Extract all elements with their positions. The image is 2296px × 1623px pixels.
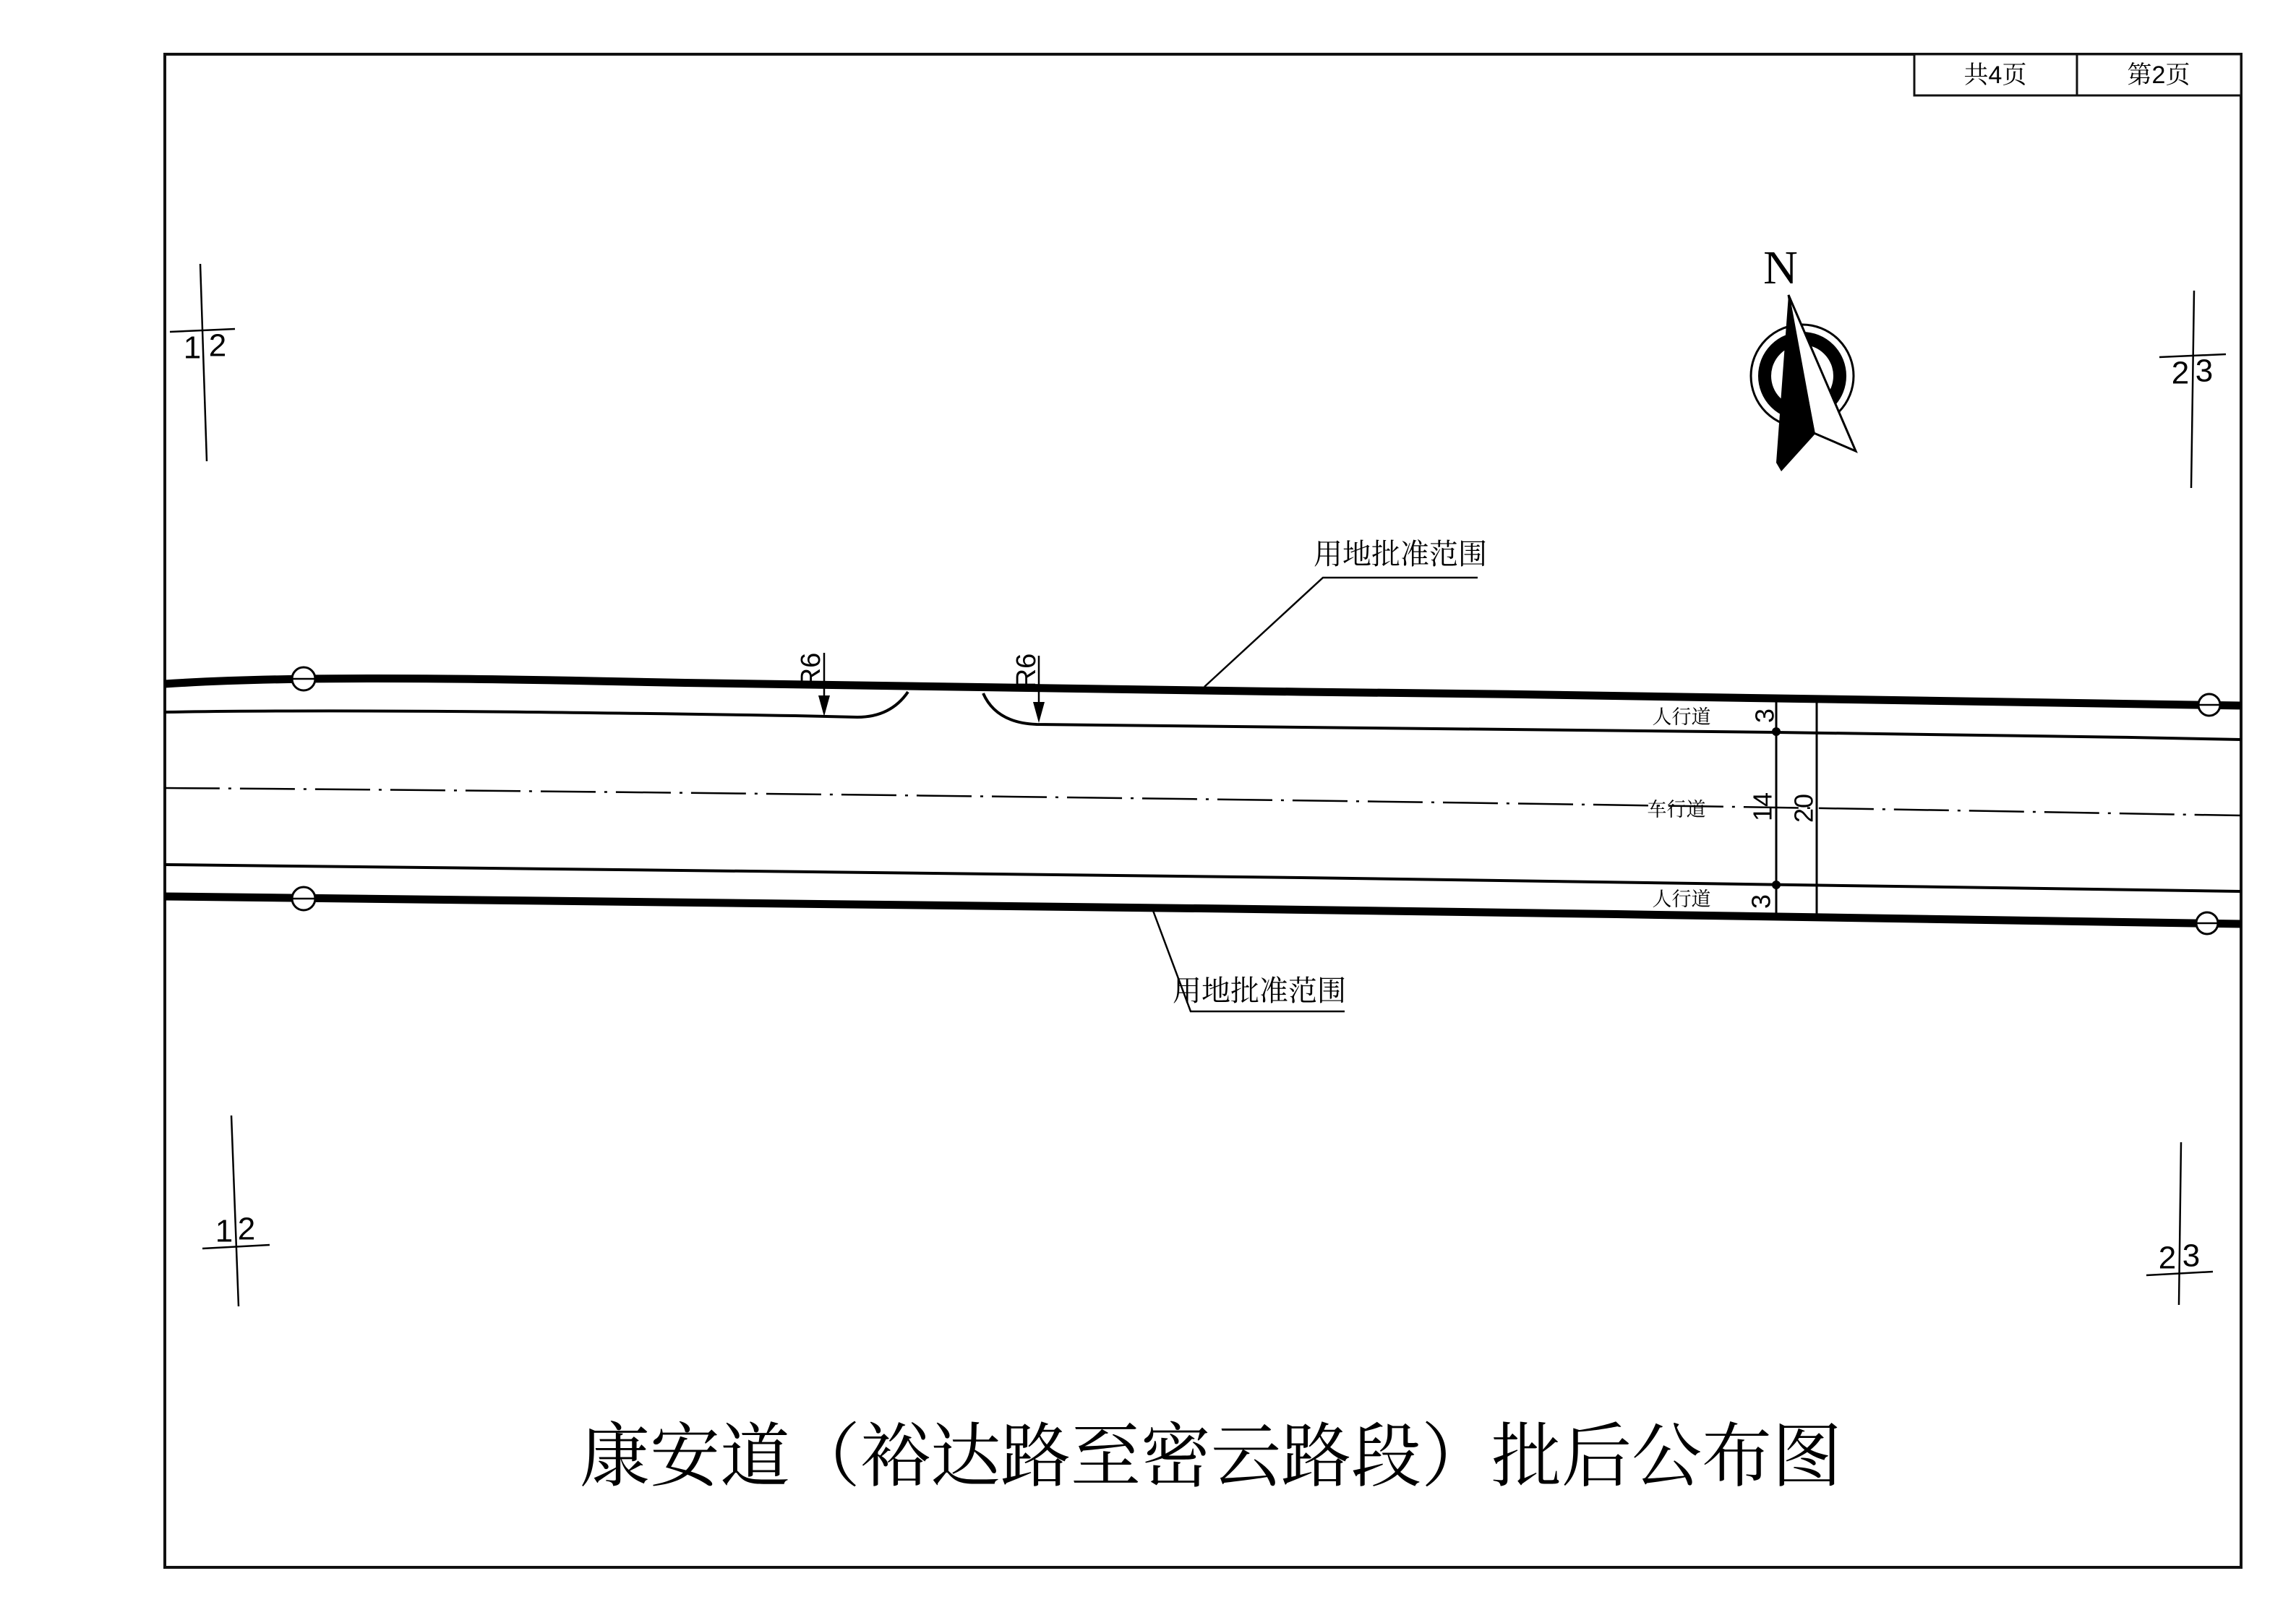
match-mark-top-right [2159, 291, 2226, 488]
match-mark-bottom-left [202, 1115, 270, 1306]
match-line [200, 264, 207, 461]
boundary-marker-icon [292, 887, 315, 910]
radius-label-right: R6 [1011, 653, 1042, 689]
land-boundary-line-north [165, 679, 2241, 706]
dim-sidewalk-top: 3 [1749, 708, 1780, 724]
current-page-label: 第2页 [2127, 61, 2190, 89]
match-label-a: 2 [2171, 355, 2190, 391]
land-boundary-line-south [165, 896, 2241, 924]
match-line [2191, 291, 2194, 488]
sidewalk-north-label: 人行道 [1652, 706, 1711, 728]
sheet-title: 康安道（裕达路至密云路段）批后公布图 [580, 1418, 1842, 1496]
match-line [2179, 1142, 2181, 1305]
sidewalk-south-label: 人行道 [1652, 888, 1711, 910]
match-label-b: 3 [2182, 1238, 2201, 1274]
match-mark-bottom-right [2146, 1142, 2213, 1305]
arrow-down-icon [1033, 702, 1045, 723]
match-label-a: 1 [215, 1213, 234, 1249]
leader-top [1204, 539, 1487, 687]
road-labels [1648, 706, 1711, 910]
match-label-b: 2 [208, 327, 227, 364]
arrow-down-icon [818, 695, 830, 716]
dim-roadway: 14 [1747, 792, 1778, 822]
road-plan [165, 667, 2241, 934]
match-mark-top-left [170, 264, 235, 461]
land-boundary-label-top: 用地批准范围 [1314, 539, 1487, 570]
roadway-label: 车行道 [1647, 799, 1706, 821]
dimension-tick [1772, 881, 1781, 889]
match-label-b: 2 [237, 1211, 256, 1247]
radius-callout-right [1011, 654, 1045, 723]
dim-sidewalk-bottom: 3 [1746, 894, 1776, 909]
boundary-marker-icon [2196, 912, 2218, 934]
leader-line [1204, 578, 1478, 687]
total-pages-label: 共4页 [1963, 61, 2027, 89]
north-label: N [1763, 241, 1798, 294]
radius-label-left: R6 [796, 652, 826, 688]
sidewalk-edge-north-left [165, 692, 908, 717]
boundary-marker-icon [292, 667, 315, 690]
dimension-tick [1772, 727, 1781, 736]
pagination-table [1914, 54, 2241, 95]
match-label-a: 2 [2158, 1240, 2177, 1276]
leader-bottom [1152, 909, 1346, 1011]
match-label-a: 1 [183, 330, 202, 366]
boundary-marker-icon [2198, 694, 2220, 716]
sidewalk-edge-south [165, 865, 2241, 891]
dim-total: 20 [1789, 793, 1819, 823]
north-arrow-icon [1751, 241, 1856, 471]
match-label-b: 3 [2195, 353, 2214, 389]
radius-callout-left [796, 653, 830, 716]
land-boundary-label-bottom: 用地批准范围 [1173, 975, 1346, 1007]
road-centerline [165, 788, 2241, 815]
